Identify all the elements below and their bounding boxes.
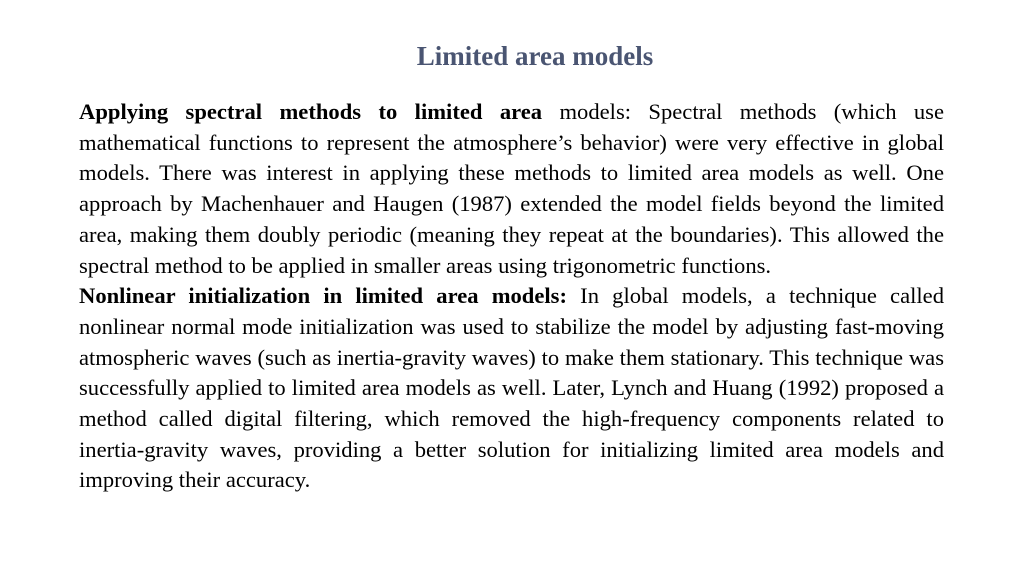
paragraph-lead: Applying spectral methods to limited area xyxy=(79,99,543,124)
paragraph-text: In global models, a technique called nonlinear normal mode initialization was used to stabilize the model by adjusting fast-moving atmospheric waves (such as inertia-gravity waves) to make them stationary. This technique was successfully applied to limited area models as well. Later, Lynch and Huang (1992) proposed a method called digital filtering, which removed the high-frequency components related to inertia-gravity waves, providing a better solution for initializing limited area models and improving their accuracy. xyxy=(79,283,944,493)
paragraph-spectral-methods xyxy=(79,97,944,281)
slide-title: Limited area models xyxy=(416,41,654,71)
paragraph-nonlinear-initialization xyxy=(79,281,944,496)
slide-body xyxy=(79,97,944,496)
paragraph-text: models: Spectral methods (which use mathematical functions to represent the atmosphere’s behavior) were very effective in global models. There was interest in applying these methods to limited area models as well. One approach by Machenhauer and Haugen (1987) extended the model fields beyond the limited area, making them doubly periodic (meaning they repeat at the boundaries). This allowed the spectral method to be applied in smaller areas using trigonometric functions. xyxy=(79,99,945,278)
paragraph-lead: Nonlinear initialization in limited area models: xyxy=(79,283,567,309)
